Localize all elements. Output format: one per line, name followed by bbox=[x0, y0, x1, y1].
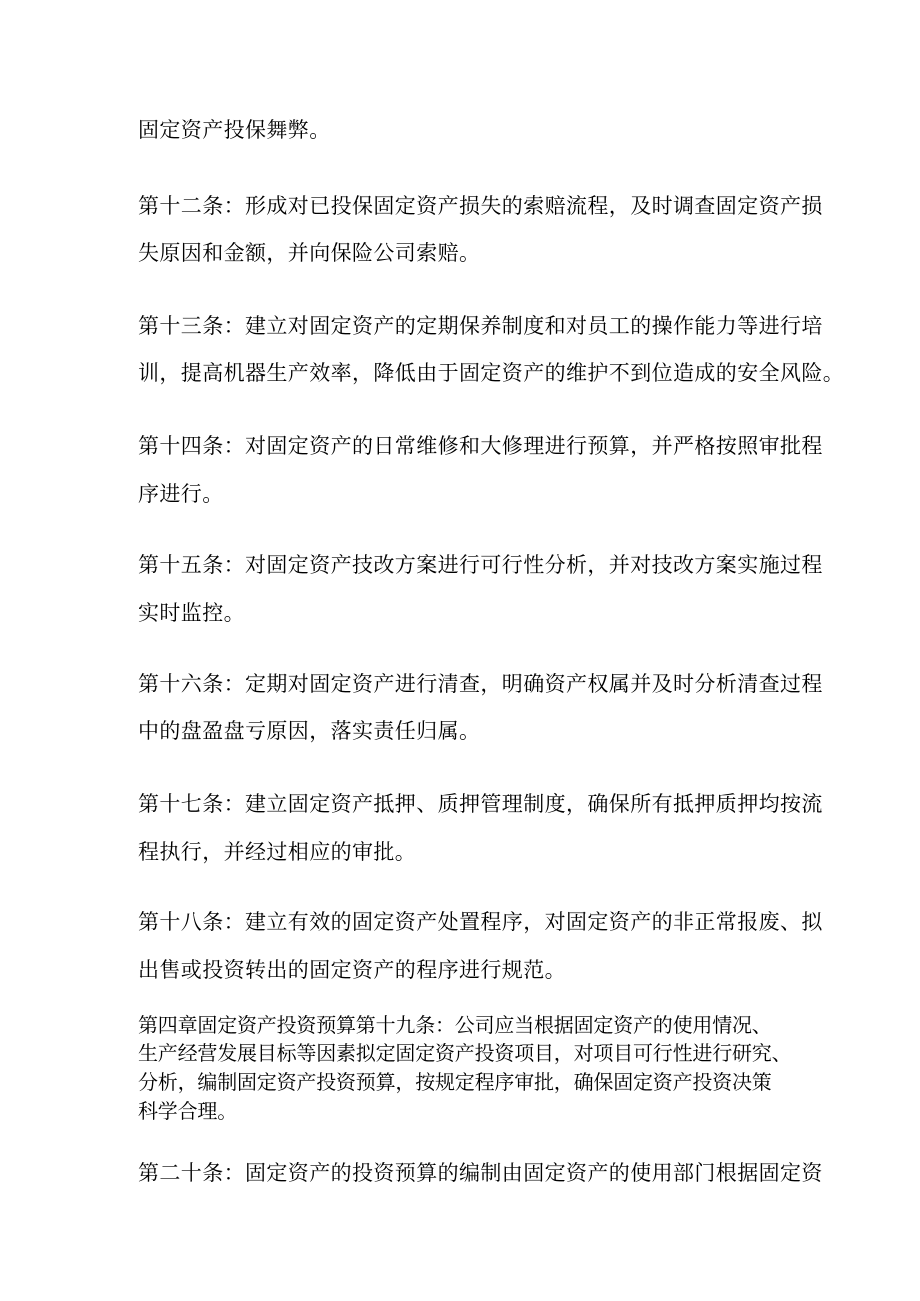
text-line: 第十五条：对固定资产技改方案进行可行性分析，并对技改方案实施过程 bbox=[138, 553, 823, 577]
text-line: 第十八条：建立有效的固定资产处置程序，对固定资产的非正常报废、拟 bbox=[138, 910, 823, 934]
text-line: 序进行。 bbox=[138, 482, 224, 506]
text-line: 第四章固定资产投资预算第十九条：公司应当根据固定资产的使用情况、 bbox=[138, 1013, 772, 1037]
text-line: 第十六条：定期对固定资产进行清查，明确资产权属并及时分析清查过程 bbox=[138, 672, 823, 696]
text-line: 实时监控。 bbox=[138, 601, 245, 625]
text-line: 固定资产投保舞弊。 bbox=[138, 118, 331, 142]
text-line: 科学合理。 bbox=[138, 1099, 237, 1123]
text-line: 第十二条：形成对已投保固定资产损失的索赔流程，及时调查固定资产损 bbox=[138, 194, 823, 218]
text-line: 训，提高机器生产效率，降低由于固定资产的维护不到位造成的安全风险。 bbox=[138, 361, 845, 385]
text-line: 出售或投资转出的固定资产的程序进行规范。 bbox=[138, 958, 566, 982]
text-line: 中的盘盈盘亏原因，落实责任归属。 bbox=[138, 719, 481, 743]
text-line: 第十三条：建立对固定资产的定期保养制度和对员工的操作能力等进行培 bbox=[138, 314, 823, 338]
text-line: 第十七条：建立固定资产抵押、质押管理制度，确保所有抵押质押均按流 bbox=[138, 792, 823, 816]
text-line: 第十四条：对固定资产的日常维修和大修理进行预算，并严格按照审批程 bbox=[138, 434, 823, 458]
text-line: 失原因和金额，并向保险公司索赔。 bbox=[138, 241, 481, 265]
text-line: 第二十条：固定资产的投资预算的编制由固定资产的使用部门根据固定资 bbox=[138, 1161, 823, 1185]
text-line: 生产经营发展目标等因素拟定固定资产投资项目，对项目可行性进行研究、 bbox=[138, 1041, 792, 1065]
text-line: 程执行，并经过相应的审批。 bbox=[138, 840, 417, 864]
text-line: 分析，编制固定资产投资预算，按规定程序审批，确保固定资产投资决策 bbox=[138, 1070, 772, 1094]
